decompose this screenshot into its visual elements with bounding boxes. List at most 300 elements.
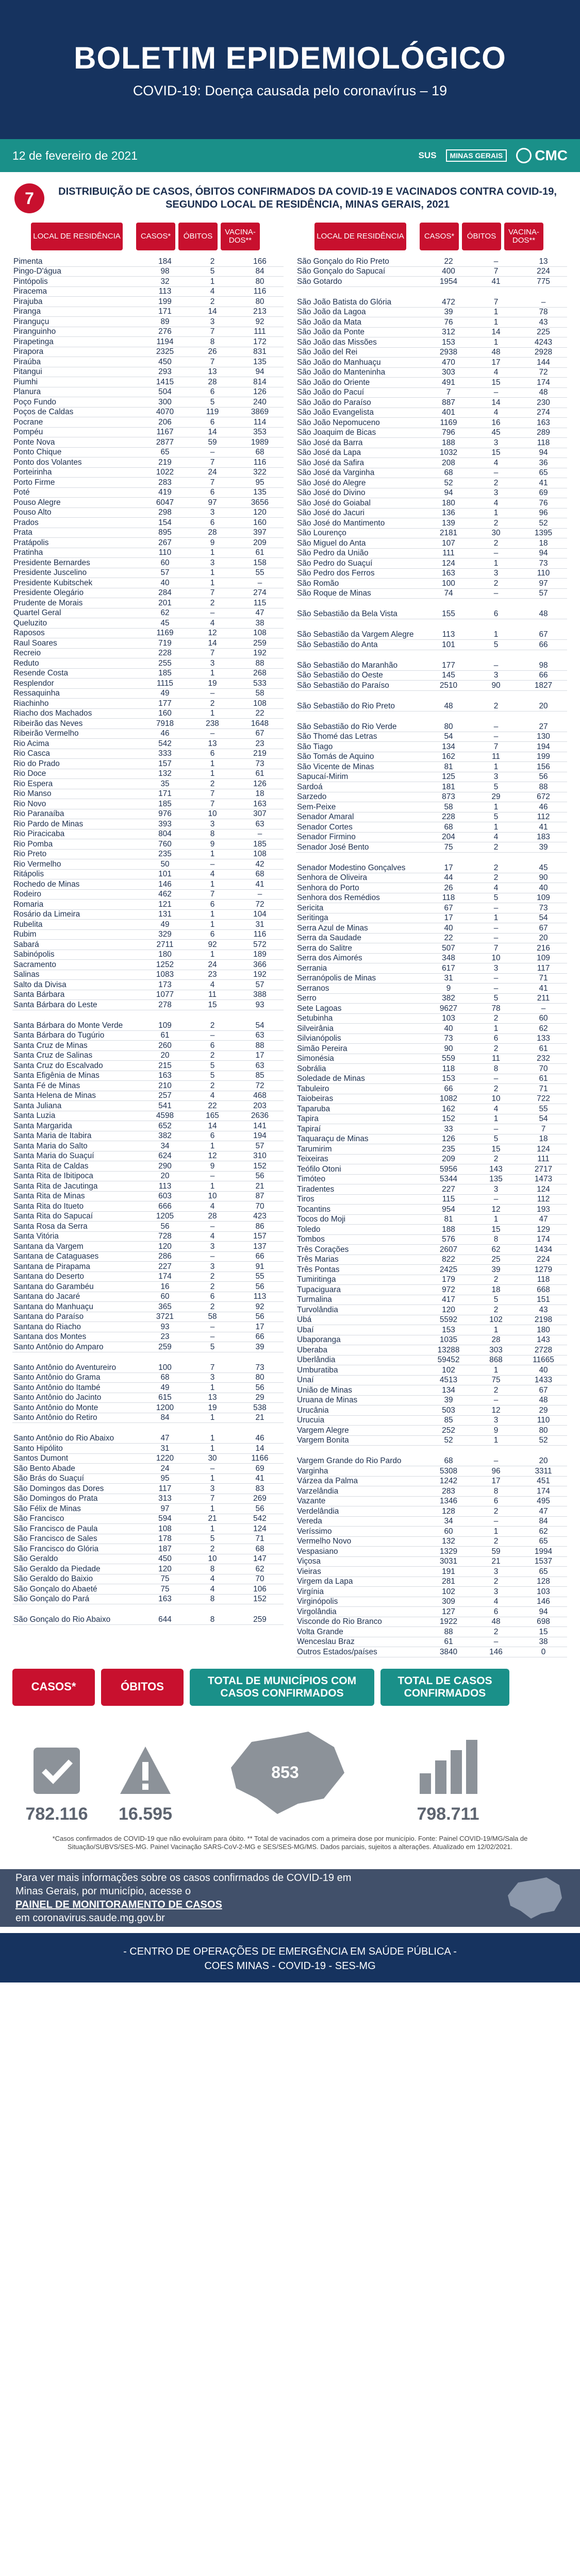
cell-vaccinated: 157 bbox=[253, 1232, 267, 1241]
cell-deaths: 1 bbox=[210, 950, 215, 959]
table-row bbox=[12, 789, 284, 800]
cell-location: São Domingos do Prata bbox=[13, 1494, 98, 1503]
cell-location: Santa Maria do Salto bbox=[13, 1141, 88, 1150]
cell-deaths: 7 bbox=[210, 789, 215, 798]
cell-location: Virgínia bbox=[297, 1587, 324, 1596]
cell-deaths: 30 bbox=[208, 1454, 217, 1463]
cell-cases: 393 bbox=[158, 819, 172, 828]
cell-cases: 1346 bbox=[439, 1497, 458, 1505]
cell-cases: 228 bbox=[442, 812, 455, 821]
cell-cases: 382 bbox=[442, 994, 455, 1003]
table-row bbox=[296, 994, 567, 1004]
table-row bbox=[12, 1131, 284, 1142]
cell-deaths: 3 bbox=[493, 569, 499, 578]
table-row bbox=[296, 1345, 567, 1355]
cell-vaccinated: 55 bbox=[255, 1272, 264, 1281]
table-row bbox=[296, 267, 567, 277]
cell-location: São Miguel do Anta bbox=[297, 538, 366, 548]
cell-deaths: 9 bbox=[210, 839, 215, 849]
cell-vaccinated: 84 bbox=[539, 1517, 548, 1526]
cell-cases: 760 bbox=[158, 839, 172, 849]
cell-deaths: 4 bbox=[493, 1104, 499, 1113]
cell-cases: 68 bbox=[160, 1373, 170, 1382]
cell-location: Tapira bbox=[297, 1114, 319, 1123]
cell-vaccinated: 423 bbox=[253, 1212, 267, 1221]
cell-vaccinated: 54 bbox=[255, 1021, 264, 1030]
cell-vaccinated: 1989 bbox=[251, 437, 269, 447]
cell-vaccinated: 40 bbox=[539, 1365, 548, 1375]
cell-deaths: 2 bbox=[493, 579, 499, 588]
cell-vaccinated: 495 bbox=[537, 1497, 550, 1505]
cell-cases: 542 bbox=[158, 739, 172, 748]
cell-vaccinated: 56 bbox=[255, 1172, 264, 1180]
cell-deaths: 14 bbox=[491, 398, 501, 407]
cell-location: Tocantins bbox=[297, 1205, 331, 1214]
cell-vaccinated: 2717 bbox=[534, 1164, 553, 1174]
cell-cases: 887 bbox=[442, 398, 455, 407]
cell-deaths: 18 bbox=[491, 1285, 501, 1294]
cell-location: Uberlândia bbox=[297, 1355, 336, 1364]
table-row bbox=[12, 890, 284, 900]
table-row bbox=[12, 729, 284, 739]
cell-cases: 95 bbox=[160, 1474, 170, 1483]
cell-vaccinated: 192 bbox=[253, 649, 267, 657]
table-row bbox=[296, 448, 567, 459]
table-row bbox=[12, 608, 284, 619]
cell-deaths: – bbox=[493, 468, 499, 477]
table-row bbox=[296, 1597, 567, 1607]
cell-location: Uberaba bbox=[297, 1345, 328, 1354]
table-row bbox=[12, 568, 284, 579]
cell-location: Resplendor bbox=[13, 679, 54, 688]
cell-vaccinated: 85 bbox=[255, 1071, 264, 1080]
cell-deaths: 2 bbox=[493, 842, 499, 852]
cell-deaths: 7 bbox=[210, 478, 215, 487]
cell-deaths: 6 bbox=[210, 930, 215, 939]
cell-vaccinated: 668 bbox=[537, 1285, 550, 1294]
cell-deaths: 1 bbox=[210, 548, 215, 557]
cell-vaccinated: 69 bbox=[255, 1464, 264, 1473]
cell-deaths: 143 bbox=[489, 1164, 503, 1174]
cell-vaccinated: 4243 bbox=[534, 337, 553, 347]
cell-location: Riachinho bbox=[13, 699, 49, 708]
cell-deaths: – bbox=[493, 934, 499, 942]
cell-cases: 110 bbox=[158, 548, 172, 557]
cell-vaccinated: 259 bbox=[253, 638, 267, 648]
cell-cases: 1083 bbox=[156, 970, 174, 979]
cell-location: Piranga bbox=[13, 307, 41, 316]
cell-cases: 227 bbox=[442, 1184, 455, 1194]
cell-deaths: – bbox=[493, 549, 499, 557]
table-row bbox=[12, 457, 284, 468]
cell-cases: 2181 bbox=[439, 529, 458, 537]
table-row bbox=[296, 752, 567, 762]
cell-location: Varginha bbox=[297, 1466, 328, 1476]
cell-vaccinated: 22 bbox=[255, 709, 264, 718]
table-row bbox=[296, 1255, 567, 1265]
cell-vaccinated: 135 bbox=[253, 488, 267, 497]
cell-vaccinated: 14 bbox=[255, 1444, 264, 1453]
cell-cases: 163 bbox=[158, 1071, 172, 1080]
cell-location: Santo Antônio do Monte bbox=[13, 1403, 98, 1412]
cell-cases: 276 bbox=[158, 327, 172, 336]
cell-cases: 3840 bbox=[439, 1647, 458, 1656]
table-row bbox=[12, 1222, 284, 1232]
cell-deaths: 2 bbox=[493, 518, 499, 528]
table-row bbox=[296, 1275, 567, 1285]
monitoring-panel-link[interactable]: PAINEL DE MONITORAMENTO DE CASOS bbox=[15, 1899, 222, 1911]
cell-cases: 185 bbox=[158, 669, 172, 677]
cell-location: Umburatiba bbox=[297, 1365, 338, 1375]
cell-location: Pirapora bbox=[13, 347, 44, 356]
cell-vaccinated: 43 bbox=[539, 1305, 548, 1314]
table-right bbox=[296, 223, 567, 1657]
cell-cases: 115 bbox=[442, 1195, 455, 1204]
cell-cases: 34 bbox=[160, 1141, 170, 1150]
cell-location: Ubá bbox=[297, 1315, 312, 1324]
cell-vaccinated: 814 bbox=[253, 377, 267, 386]
cell-cases: 4513 bbox=[439, 1376, 458, 1384]
cell-vaccinated: 39 bbox=[539, 842, 548, 852]
cell-vaccinated: 54 bbox=[539, 913, 548, 922]
cell-cases: 2325 bbox=[156, 347, 174, 356]
table-row bbox=[12, 267, 284, 277]
cell-deaths: 2 bbox=[493, 873, 499, 882]
cell-vaccinated: 113 bbox=[253, 1292, 267, 1301]
cell-vaccinated: – bbox=[541, 1004, 546, 1013]
cell-vaccinated: 1433 bbox=[534, 1376, 553, 1384]
stat-deaths-value: 16.595 bbox=[119, 1804, 172, 1824]
cell-cases: 187 bbox=[158, 1544, 172, 1553]
table-row bbox=[296, 883, 567, 893]
cell-vaccinated: 20 bbox=[539, 934, 548, 942]
table-row bbox=[296, 1155, 567, 1165]
cell-vaccinated: 91 bbox=[255, 1262, 264, 1271]
cell-deaths: 2 bbox=[210, 699, 215, 708]
cell-deaths: 22 bbox=[208, 1101, 217, 1110]
cell-deaths: 10 bbox=[208, 1192, 217, 1200]
cell-deaths: – bbox=[210, 448, 215, 456]
cell-deaths: 97 bbox=[208, 498, 217, 507]
table-row bbox=[12, 1393, 284, 1403]
cell-location: Reduto bbox=[13, 658, 39, 668]
table-row bbox=[296, 538, 567, 549]
table-row bbox=[12, 428, 284, 438]
cell-vaccinated: 80 bbox=[255, 1373, 264, 1382]
cell-deaths: 9 bbox=[493, 1426, 499, 1435]
table-row bbox=[12, 1474, 284, 1484]
cell-cases: 153 bbox=[442, 337, 455, 347]
cell-vaccinated: 88 bbox=[255, 658, 264, 668]
stat-cases bbox=[12, 1742, 101, 1824]
cell-vaccinated: 63 bbox=[255, 819, 264, 828]
table-row bbox=[12, 1041, 284, 1051]
table-row bbox=[296, 1235, 567, 1245]
cell-deaths: 14 bbox=[208, 307, 217, 316]
cell-vaccinated: 219 bbox=[253, 749, 267, 758]
table-row bbox=[296, 1074, 567, 1084]
cell-vaccinated: 388 bbox=[253, 990, 267, 999]
cell-vaccinated: 58 bbox=[255, 689, 264, 698]
cell-deaths: – bbox=[493, 1517, 499, 1526]
cell-location: Serro bbox=[297, 994, 317, 1003]
cell-vaccinated: 76 bbox=[539, 498, 548, 507]
cell-deaths: 2 bbox=[210, 257, 215, 266]
cell-vaccinated: 61 bbox=[255, 548, 264, 557]
table-row bbox=[296, 650, 567, 671]
stat-municipalities bbox=[190, 1726, 380, 1824]
table-row bbox=[296, 1084, 567, 1094]
cell-cases: 1035 bbox=[439, 1335, 458, 1344]
cell-deaths: 3 bbox=[210, 819, 215, 828]
cell-location: Quartel Geral bbox=[13, 608, 61, 617]
cell-deaths: 15 bbox=[208, 1000, 217, 1009]
cell-vaccinated: 41 bbox=[539, 984, 548, 993]
cell-cases: 235 bbox=[442, 1144, 455, 1154]
footnote: *Casos confirmados de COVID-19 que não evoluíram para óbito. ** Total de vacinados com a primeira dose por município. Fonte: Painel COVID-19/MG/Sala de Situação/SUBVS/SES-MG. Painel Vacinação SARS-CoV-2-MG e SES/SES-MG/MS. Dados parciais, sujeitos a alterações. Atualizado em 12/02/2021. bbox=[52, 1834, 528, 1851]
cell-vaccinated: 116 bbox=[253, 287, 267, 296]
cell-deaths: 7 bbox=[210, 799, 215, 808]
cell-vaccinated: 274 bbox=[253, 588, 267, 597]
cell-location: Vargem Alegre bbox=[297, 1426, 349, 1435]
table-row bbox=[12, 1413, 284, 1423]
cell-cases: 68 bbox=[444, 822, 453, 832]
cell-deaths: – bbox=[210, 689, 215, 698]
cell-cases: 124 bbox=[442, 558, 455, 568]
table-row bbox=[296, 782, 567, 792]
cell-cases: 309 bbox=[442, 1597, 455, 1606]
cell-vaccinated: 29 bbox=[255, 1393, 264, 1402]
cell-location: Piranguçu bbox=[13, 317, 49, 326]
info-line-3[interactable]: em coronavirus.saude.mg.gov.br bbox=[15, 1912, 165, 1924]
cell-deaths: 7 bbox=[210, 1494, 215, 1503]
cell-vaccinated: 109 bbox=[537, 954, 550, 962]
cell-location: Taiobeiras bbox=[297, 1094, 334, 1103]
cell-location: Romaria bbox=[13, 900, 44, 909]
table-row bbox=[12, 669, 284, 679]
cell-cases: 235 bbox=[158, 850, 172, 858]
footer-line-2: COES MINAS - COVID-19 - SES-MG bbox=[204, 1960, 376, 1972]
cell-location: Verdelândia bbox=[297, 1506, 339, 1516]
table-row bbox=[12, 839, 284, 850]
table-row bbox=[12, 980, 284, 990]
cell-cases: 171 bbox=[158, 307, 172, 316]
cell-vaccinated: 533 bbox=[253, 679, 267, 688]
cell-deaths: 23 bbox=[208, 970, 217, 979]
cell-location: Santana do Jacaré bbox=[13, 1292, 80, 1301]
cell-deaths: 1 bbox=[210, 759, 215, 768]
cell-location: Vermelho Novo bbox=[297, 1537, 352, 1546]
table-row bbox=[296, 984, 567, 994]
table-row bbox=[296, 1335, 567, 1346]
cell-location: São José da Lapa bbox=[297, 448, 361, 457]
cell-location: São João del Rei bbox=[297, 348, 358, 357]
table-row bbox=[296, 1295, 567, 1306]
cell-vaccinated: 118 bbox=[537, 1275, 550, 1284]
cell-cases: 60 bbox=[444, 1527, 453, 1536]
cell-cases: 94 bbox=[444, 488, 453, 497]
table-row bbox=[296, 317, 567, 328]
cell-cases: 184 bbox=[158, 257, 172, 266]
cell-deaths: 1 bbox=[210, 568, 215, 577]
cell-cases: 81 bbox=[444, 762, 453, 771]
cell-deaths: 15 bbox=[491, 378, 501, 387]
cell-location: Sacramento bbox=[13, 960, 56, 969]
table-row bbox=[12, 940, 284, 950]
table-row bbox=[296, 1405, 567, 1416]
table-row bbox=[296, 1285, 567, 1295]
cell-location: Santa Rita de Caldas bbox=[13, 1161, 89, 1171]
table-row bbox=[12, 528, 284, 538]
warning-triangle-icon bbox=[117, 1742, 174, 1799]
table-row bbox=[12, 879, 284, 890]
table-row bbox=[296, 842, 567, 853]
cell-cases: 2425 bbox=[439, 1265, 458, 1274]
cell-vaccinated: 48 bbox=[539, 1396, 548, 1404]
cell-deaths: 2 bbox=[493, 1275, 499, 1284]
cell-vaccinated: 94 bbox=[539, 448, 548, 457]
cell-deaths: – bbox=[493, 1124, 499, 1133]
cell-vaccinated: 163 bbox=[253, 799, 267, 808]
cell-location: São Francisco de Paula bbox=[13, 1524, 98, 1533]
cell-cases: 594 bbox=[158, 1514, 172, 1523]
cell-cases: 329 bbox=[158, 930, 172, 939]
table-row bbox=[296, 1064, 567, 1074]
cell-deaths: 92 bbox=[208, 940, 217, 949]
cell-deaths: 96 bbox=[491, 1466, 501, 1476]
cell-cases: 134 bbox=[442, 1385, 455, 1395]
cell-location: Rio Preto bbox=[13, 850, 47, 858]
table-row bbox=[296, 742, 567, 752]
cell-vaccinated: 2928 bbox=[534, 348, 553, 357]
cell-cases: 98 bbox=[160, 267, 170, 276]
cell-deaths: 5 bbox=[210, 1534, 215, 1543]
cell-location: Santa Bárbara do Leste bbox=[13, 1000, 97, 1009]
cell-location: Sericita bbox=[297, 903, 324, 912]
info-text bbox=[15, 1871, 503, 1925]
cell-location: São Pedro da União bbox=[297, 549, 369, 557]
cell-vaccinated: 73 bbox=[539, 903, 548, 912]
cell-vaccinated: 92 bbox=[255, 1302, 264, 1311]
cell-location: Planura bbox=[13, 387, 41, 396]
cell-cases: 188 bbox=[442, 438, 455, 447]
cell-location: Urucuia bbox=[297, 1416, 325, 1425]
logos bbox=[419, 147, 568, 164]
table-row bbox=[12, 408, 284, 418]
cell-vaccinated: 83 bbox=[255, 1484, 264, 1493]
section-number-badge: 7 bbox=[14, 183, 44, 213]
cell-cases: 127 bbox=[442, 1607, 455, 1616]
cell-deaths: 1 bbox=[493, 822, 499, 832]
cell-deaths: 1 bbox=[210, 1434, 215, 1443]
cell-cases: 44 bbox=[444, 873, 453, 882]
cell-location: Santa Rita de Minas bbox=[13, 1192, 85, 1200]
table-row bbox=[12, 488, 284, 498]
cell-location: Sabará bbox=[13, 940, 39, 949]
table-row bbox=[296, 368, 567, 378]
cell-location: Poté bbox=[13, 488, 30, 497]
cell-deaths: 1 bbox=[210, 879, 215, 889]
cell-cases: 348 bbox=[442, 954, 455, 962]
cell-location: Raposos bbox=[13, 629, 45, 637]
cell-location: São Sebastião do Rio Preto bbox=[297, 701, 395, 710]
cell-location: São Gonçalo do Pará bbox=[13, 1595, 90, 1603]
table-row bbox=[12, 1201, 284, 1212]
cell-location: São Sebastião do Anta bbox=[297, 640, 378, 649]
cell-deaths: 8 bbox=[210, 1564, 215, 1573]
cell-cases: 85 bbox=[444, 1416, 453, 1425]
cell-deaths: 7 bbox=[210, 588, 215, 597]
cell-location: Sardoá bbox=[297, 782, 323, 791]
cell-vaccinated: 73 bbox=[255, 1363, 264, 1372]
cell-vaccinated: 63 bbox=[255, 1061, 264, 1070]
cell-deaths: 7 bbox=[210, 649, 215, 657]
table-header-left bbox=[12, 223, 284, 257]
cell-cases: 603 bbox=[158, 1192, 172, 1200]
table-row bbox=[296, 913, 567, 924]
cell-vaccinated: 129 bbox=[537, 1225, 550, 1234]
cell-deaths: 4 bbox=[210, 1574, 215, 1583]
cell-vaccinated: 124 bbox=[253, 1524, 267, 1533]
table-row bbox=[296, 1577, 567, 1587]
cell-vaccinated: 90 bbox=[539, 873, 548, 882]
cell-location: São José da Varginha bbox=[297, 468, 375, 477]
cell-cases: 160 bbox=[158, 709, 172, 718]
cell-location: Virgem da Lapa bbox=[297, 1577, 353, 1586]
cell-location: Santo Antônio do Grama bbox=[13, 1373, 101, 1382]
cell-vaccinated: 31 bbox=[255, 920, 264, 929]
cell-location: São João da Lagoa bbox=[297, 308, 366, 316]
cell-deaths: 5 bbox=[493, 812, 499, 821]
cell-cases: 17 bbox=[444, 863, 453, 872]
cell-deaths: 12 bbox=[208, 1151, 217, 1160]
cell-cases: 796 bbox=[442, 428, 455, 437]
cell-cases: 507 bbox=[442, 943, 455, 953]
table-row bbox=[296, 1607, 567, 1617]
cell-location: Prudente de Morais bbox=[13, 598, 83, 607]
cell-vaccinated: 192 bbox=[253, 970, 267, 979]
cell-vaccinated: 152 bbox=[253, 1161, 267, 1171]
cell-deaths: 78 bbox=[491, 1004, 501, 1013]
cell-deaths: 2 bbox=[210, 1051, 215, 1060]
cell-location: Santana do Riacho bbox=[13, 1322, 81, 1331]
cell-location: Várzea da Palma bbox=[297, 1477, 358, 1485]
table-row bbox=[296, 328, 567, 338]
cell-deaths: 5 bbox=[493, 782, 499, 791]
page-subtitle: COVID-19: Doença causada pelo coronavírus – 19 bbox=[132, 83, 448, 98]
cell-vaccinated: 55 bbox=[255, 568, 264, 577]
cell-vaccinated: 158 bbox=[253, 558, 267, 567]
cell-vaccinated: 52 bbox=[539, 1436, 548, 1445]
table-row bbox=[12, 1172, 284, 1182]
cell-deaths: 15 bbox=[491, 1144, 501, 1154]
table-row bbox=[296, 1557, 567, 1567]
cell-vaccinated: 2636 bbox=[251, 1111, 269, 1120]
cell-deaths: 1 bbox=[210, 1444, 215, 1453]
cell-cases: 4598 bbox=[156, 1111, 174, 1120]
cell-deaths: 5 bbox=[493, 994, 499, 1003]
table-row bbox=[12, 1192, 284, 1202]
header-location: LOCAL DE RESIDÊNCIA bbox=[31, 223, 123, 250]
cell-cases: 227 bbox=[158, 1262, 172, 1271]
table-row bbox=[12, 1423, 284, 1444]
cell-deaths: 1 bbox=[493, 317, 499, 327]
table-row bbox=[296, 732, 567, 742]
cell-vaccinated: 672 bbox=[537, 792, 550, 801]
cell-cases: 146 bbox=[158, 879, 172, 889]
cell-vaccinated: 269 bbox=[253, 1494, 267, 1503]
cell-deaths: 11 bbox=[492, 1054, 500, 1063]
